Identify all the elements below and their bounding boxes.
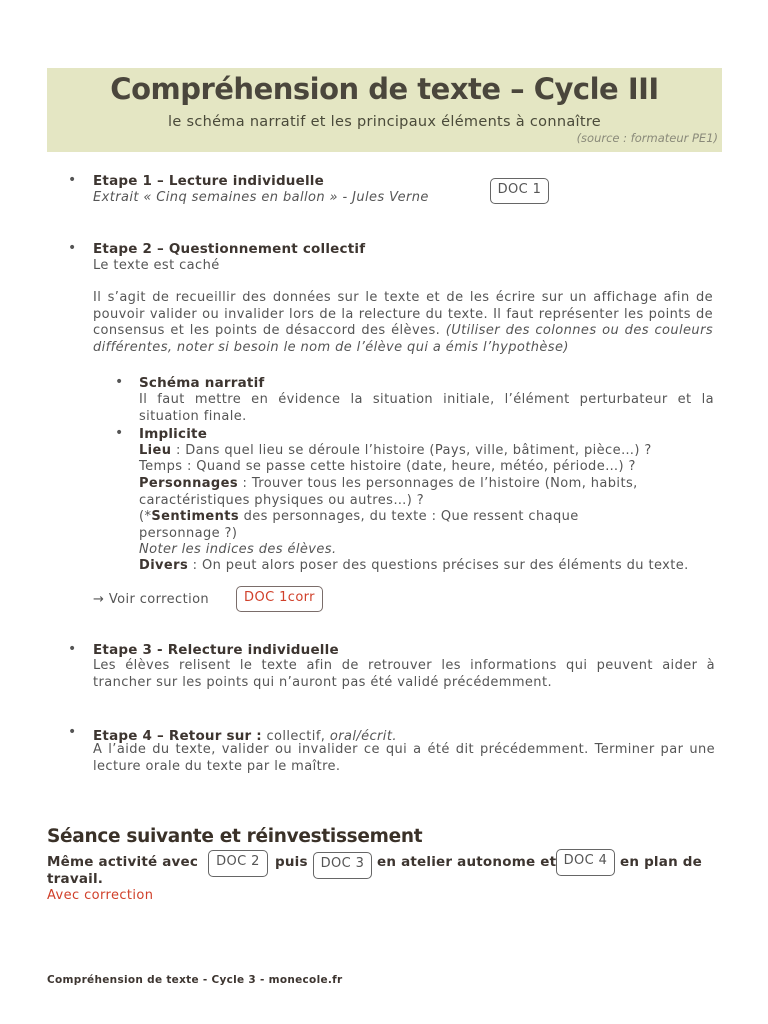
temps-line: Temps : Quand se passe cette histoire (date, heure, météo, période…) ? <box>139 459 636 474</box>
sentiments-text: des personnages, du texte : Que ressent chaque personnage ?) <box>139 509 579 541</box>
lieu-line <box>139 443 714 460</box>
page-title: Compréhension de texte – Cycle III <box>110 72 659 106</box>
step3-title: Etape 3 - Relecture individuelle <box>93 642 339 658</box>
step4-title-rest: collectif, <box>261 729 330 744</box>
next-text-4: en plan de <box>620 854 702 870</box>
step2-paragraph-italic: (Utiliser des colonnes ou des couleurs différentes, noter si besoin le nom de l’élève qui a émis l’hypothèse) <box>93 323 713 355</box>
divers-text: : On peut alors poser des questions précises sur des éléments du texte. <box>188 558 689 573</box>
step4-title: Etape 4 – Retour sur : <box>93 728 262 744</box>
next-text-2: puis <box>275 854 308 870</box>
next-text-3: en atelier autonome et <box>377 854 557 870</box>
doc2-button[interactable]: DOC 2 <box>208 850 268 877</box>
title-banner <box>47 68 722 152</box>
doc1corr-button[interactable]: DOC 1corr <box>236 586 323 612</box>
section-title: Séance suivante et réinvestissement <box>47 826 423 847</box>
doc1-button[interactable]: DOC 1 <box>490 178 549 204</box>
step4-text: A l’aide du texte, valider ou invalider ce qui a été dit précédemment. Terminer par une lecture orale du texte par le maître. <box>93 742 715 774</box>
step2-paragraph-text: Il s’agit de recueillir des données sur le texte et de les écrire sur un affichage afin de pouvoir valider ou invalider lors de la relecture du texte. Il faut représenter les points de consensus et les points de désaccord des élèves. <box>93 290 713 338</box>
step2-paragraph <box>93 290 713 356</box>
lieu-label: Lieu <box>139 443 172 458</box>
step3-text: Les élèves relisent le texte afin de retrouver les informations qui peuvent aider à trancher sur les points qui n’auront pas été validé précédemment. <box>93 658 715 690</box>
doc4-button[interactable]: DOC 4 <box>556 849 615 876</box>
divers-line <box>139 558 714 575</box>
implicite-title: Implicite <box>139 426 208 442</box>
personnages-label: Personnages <box>139 476 238 491</box>
next-text-5: travail. <box>47 871 104 887</box>
bullet-icon: • <box>68 172 77 188</box>
step1-text: Extrait « Cinq semaines en ballon » - Jules Verne <box>93 190 429 205</box>
avec-correction-link[interactable]: Avec correction <box>47 888 154 903</box>
lieu-text: : Dans quel lieu se déroule l’histoire (Pays, ville, bâtiment, pièce…) ? <box>171 443 652 458</box>
sentiments-open: (* <box>139 509 152 524</box>
divers-label: Divers <box>139 558 189 573</box>
page-subtitle: le schéma narratif et les principaux éléments à connaître <box>168 114 601 130</box>
next-text-1: Même activité avec <box>47 854 199 870</box>
step4-title-italic: oral/écrit. <box>329 729 397 744</box>
bullet-icon: • <box>115 425 124 441</box>
page-footer: Compréhension de texte - Cycle 3 - monecole.fr <box>47 974 343 986</box>
bullet-icon: • <box>68 240 77 256</box>
schema-title: Schéma narratif <box>139 375 265 391</box>
bullet-icon: • <box>68 724 77 740</box>
schema-text: Il faut mettre en évidence la situation initiale, l’élément perturbateur et la situation finale. <box>139 392 714 424</box>
step2-title: Etape 2 – Questionnement collectif <box>93 241 366 257</box>
voir-correction-link[interactable]: → Voir correction <box>93 592 210 607</box>
personnages-line <box>139 476 699 509</box>
personnages-text: : Trouver tous les personnages de l’histoire (Nom, habits, caractéristiques physiques ou autres…) ? <box>139 476 638 508</box>
step1-title: Etape 1 – Lecture individuelle <box>93 173 324 189</box>
sentiments-label: Sentiments <box>151 509 240 524</box>
bullet-icon: • <box>115 374 124 390</box>
note-line: Noter les indices des élèves. <box>139 542 337 557</box>
source-note: (source : formateur PE1) <box>576 131 718 145</box>
bullet-icon: • <box>68 641 77 657</box>
sentiments-line <box>139 509 639 542</box>
doc3-button[interactable]: DOC 3 <box>313 852 372 879</box>
step2-line: Le texte est caché <box>93 258 220 273</box>
